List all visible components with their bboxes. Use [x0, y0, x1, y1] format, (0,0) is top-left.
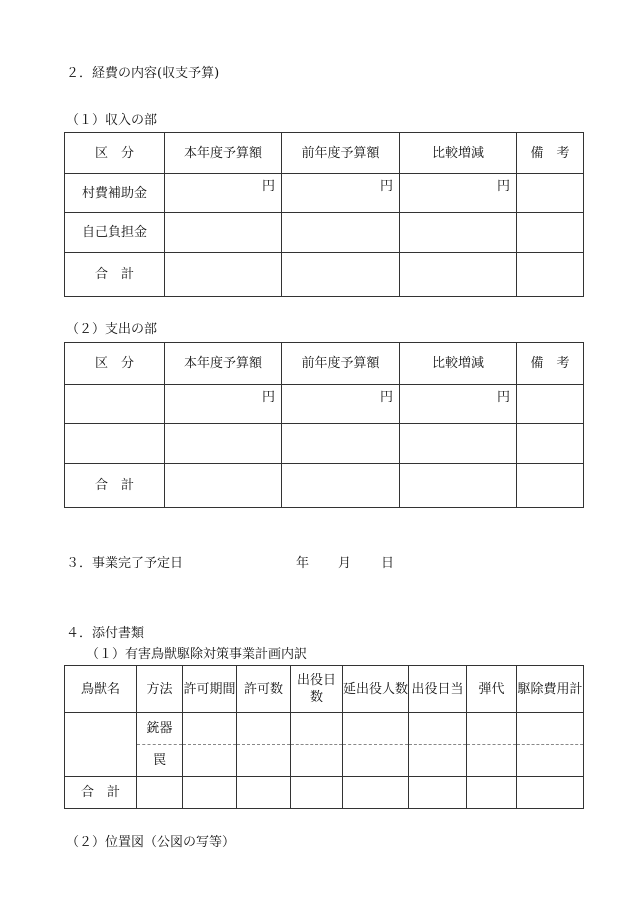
plan-cell [409, 777, 467, 809]
income-header-current-budget: 本年度予算額 [165, 133, 282, 174]
income-header-difference: 比較増減 [400, 133, 517, 174]
expense-table [64, 342, 584, 508]
plan-cell [517, 745, 584, 777]
expense-cell [400, 464, 517, 508]
plan-cell [183, 713, 237, 745]
plan-header-daily-allowance: 出役日当 [409, 666, 467, 713]
income-header-category: 区 分 [65, 133, 165, 174]
expense-row-label [65, 424, 165, 464]
income-total-label: 合 計 [65, 253, 165, 297]
expense-header-difference: 比較増減 [400, 343, 517, 385]
plan-cell [517, 777, 584, 809]
expense-cell [165, 464, 282, 508]
plan-cell [183, 777, 237, 809]
expense-row-label [65, 385, 165, 424]
expense-title: （２）支出の部 [66, 322, 158, 337]
plan-cell [409, 713, 467, 745]
expense-header-remarks: 備 考 [517, 343, 584, 385]
plan-cell [343, 713, 409, 745]
plan-header-method: 方法 [137, 666, 183, 713]
income-cell [282, 213, 400, 253]
income-title: （１）収入の部 [66, 113, 158, 128]
plan-cell [237, 713, 291, 745]
income-cell-unit: 円 [400, 174, 517, 213]
expense-cell-unit: 円 [165, 385, 282, 424]
completion-month-label: 月 [338, 556, 352, 571]
expense-cell [282, 424, 400, 464]
income-cell-unit: 円 [165, 174, 282, 213]
plan-cell [343, 777, 409, 809]
expense-header-current-budget: 本年度予算額 [165, 343, 282, 385]
plan-header-permit-count: 許可数 [237, 666, 291, 713]
expense-cell [517, 424, 584, 464]
income-cell [282, 253, 400, 297]
plan-header-total-workers: 延出役人数 [343, 666, 409, 713]
completion-year-label: 年 [296, 556, 310, 571]
expense-cell [517, 464, 584, 508]
plan-breakdown-title: （１）有害鳥獣駆除対策事業計画内訳 [86, 647, 308, 662]
expense-cell [282, 464, 400, 508]
income-cell [165, 253, 282, 297]
plan-cell [291, 713, 343, 745]
plan-cell [237, 777, 291, 809]
income-cell [517, 213, 584, 253]
plan-method-trap: 罠 [137, 745, 183, 777]
income-cell [400, 253, 517, 297]
expense-total-label: 合 計 [65, 464, 165, 508]
plan-method-firearm: 銃器 [137, 713, 183, 745]
plan-table [64, 665, 584, 809]
income-cell [165, 213, 282, 253]
expense-cell-remarks [517, 385, 584, 424]
plan-cell [183, 745, 237, 777]
plan-header-ammo-cost: 弾代 [467, 666, 517, 713]
plan-header-total-cost: 駆除費用計 [517, 666, 584, 713]
plan-cell [517, 713, 584, 745]
plan-header-work-days: 出役日数 [291, 666, 343, 713]
expense-cell [165, 424, 282, 464]
income-row-label: 自己負担金 [65, 213, 165, 253]
plan-animal-cell [65, 713, 137, 777]
plan-header-permit-period: 許可期間 [183, 666, 237, 713]
income-cell [517, 253, 584, 297]
income-cell-unit: 円 [282, 174, 400, 213]
expense-cell [400, 424, 517, 464]
plan-cell [291, 777, 343, 809]
completion-day-label: 日 [381, 556, 395, 571]
plan-cell [343, 745, 409, 777]
expense-cell-unit: 円 [400, 385, 517, 424]
income-cell [400, 213, 517, 253]
income-cell-remarks [517, 174, 584, 213]
plan-cell [237, 745, 291, 777]
plan-cell [467, 745, 517, 777]
plan-header-animal: 鳥獣名 [65, 666, 137, 713]
plan-cell [291, 745, 343, 777]
section4-heading: ４．添付書類 [66, 626, 145, 641]
section2-heading: ２．経費の内容(収支予算) [66, 66, 220, 81]
income-header-remarks: 備 考 [517, 133, 584, 174]
income-header-previous-budget: 前年度予算額 [282, 133, 400, 174]
income-table [64, 132, 584, 297]
expense-header-category: 区 分 [65, 343, 165, 385]
income-row-label: 村費補助金 [65, 174, 165, 213]
section3-heading: ３．事業完了予定日 [66, 556, 184, 571]
plan-total-label: 合 計 [65, 777, 137, 809]
plan-cell [467, 713, 517, 745]
location-map-title: （２）位置図（公図の写等） [66, 835, 236, 850]
plan-cell [467, 777, 517, 809]
plan-cell [137, 777, 183, 809]
expense-header-previous-budget: 前年度予算額 [282, 343, 400, 385]
expense-cell-unit: 円 [282, 385, 400, 424]
plan-cell [409, 745, 467, 777]
